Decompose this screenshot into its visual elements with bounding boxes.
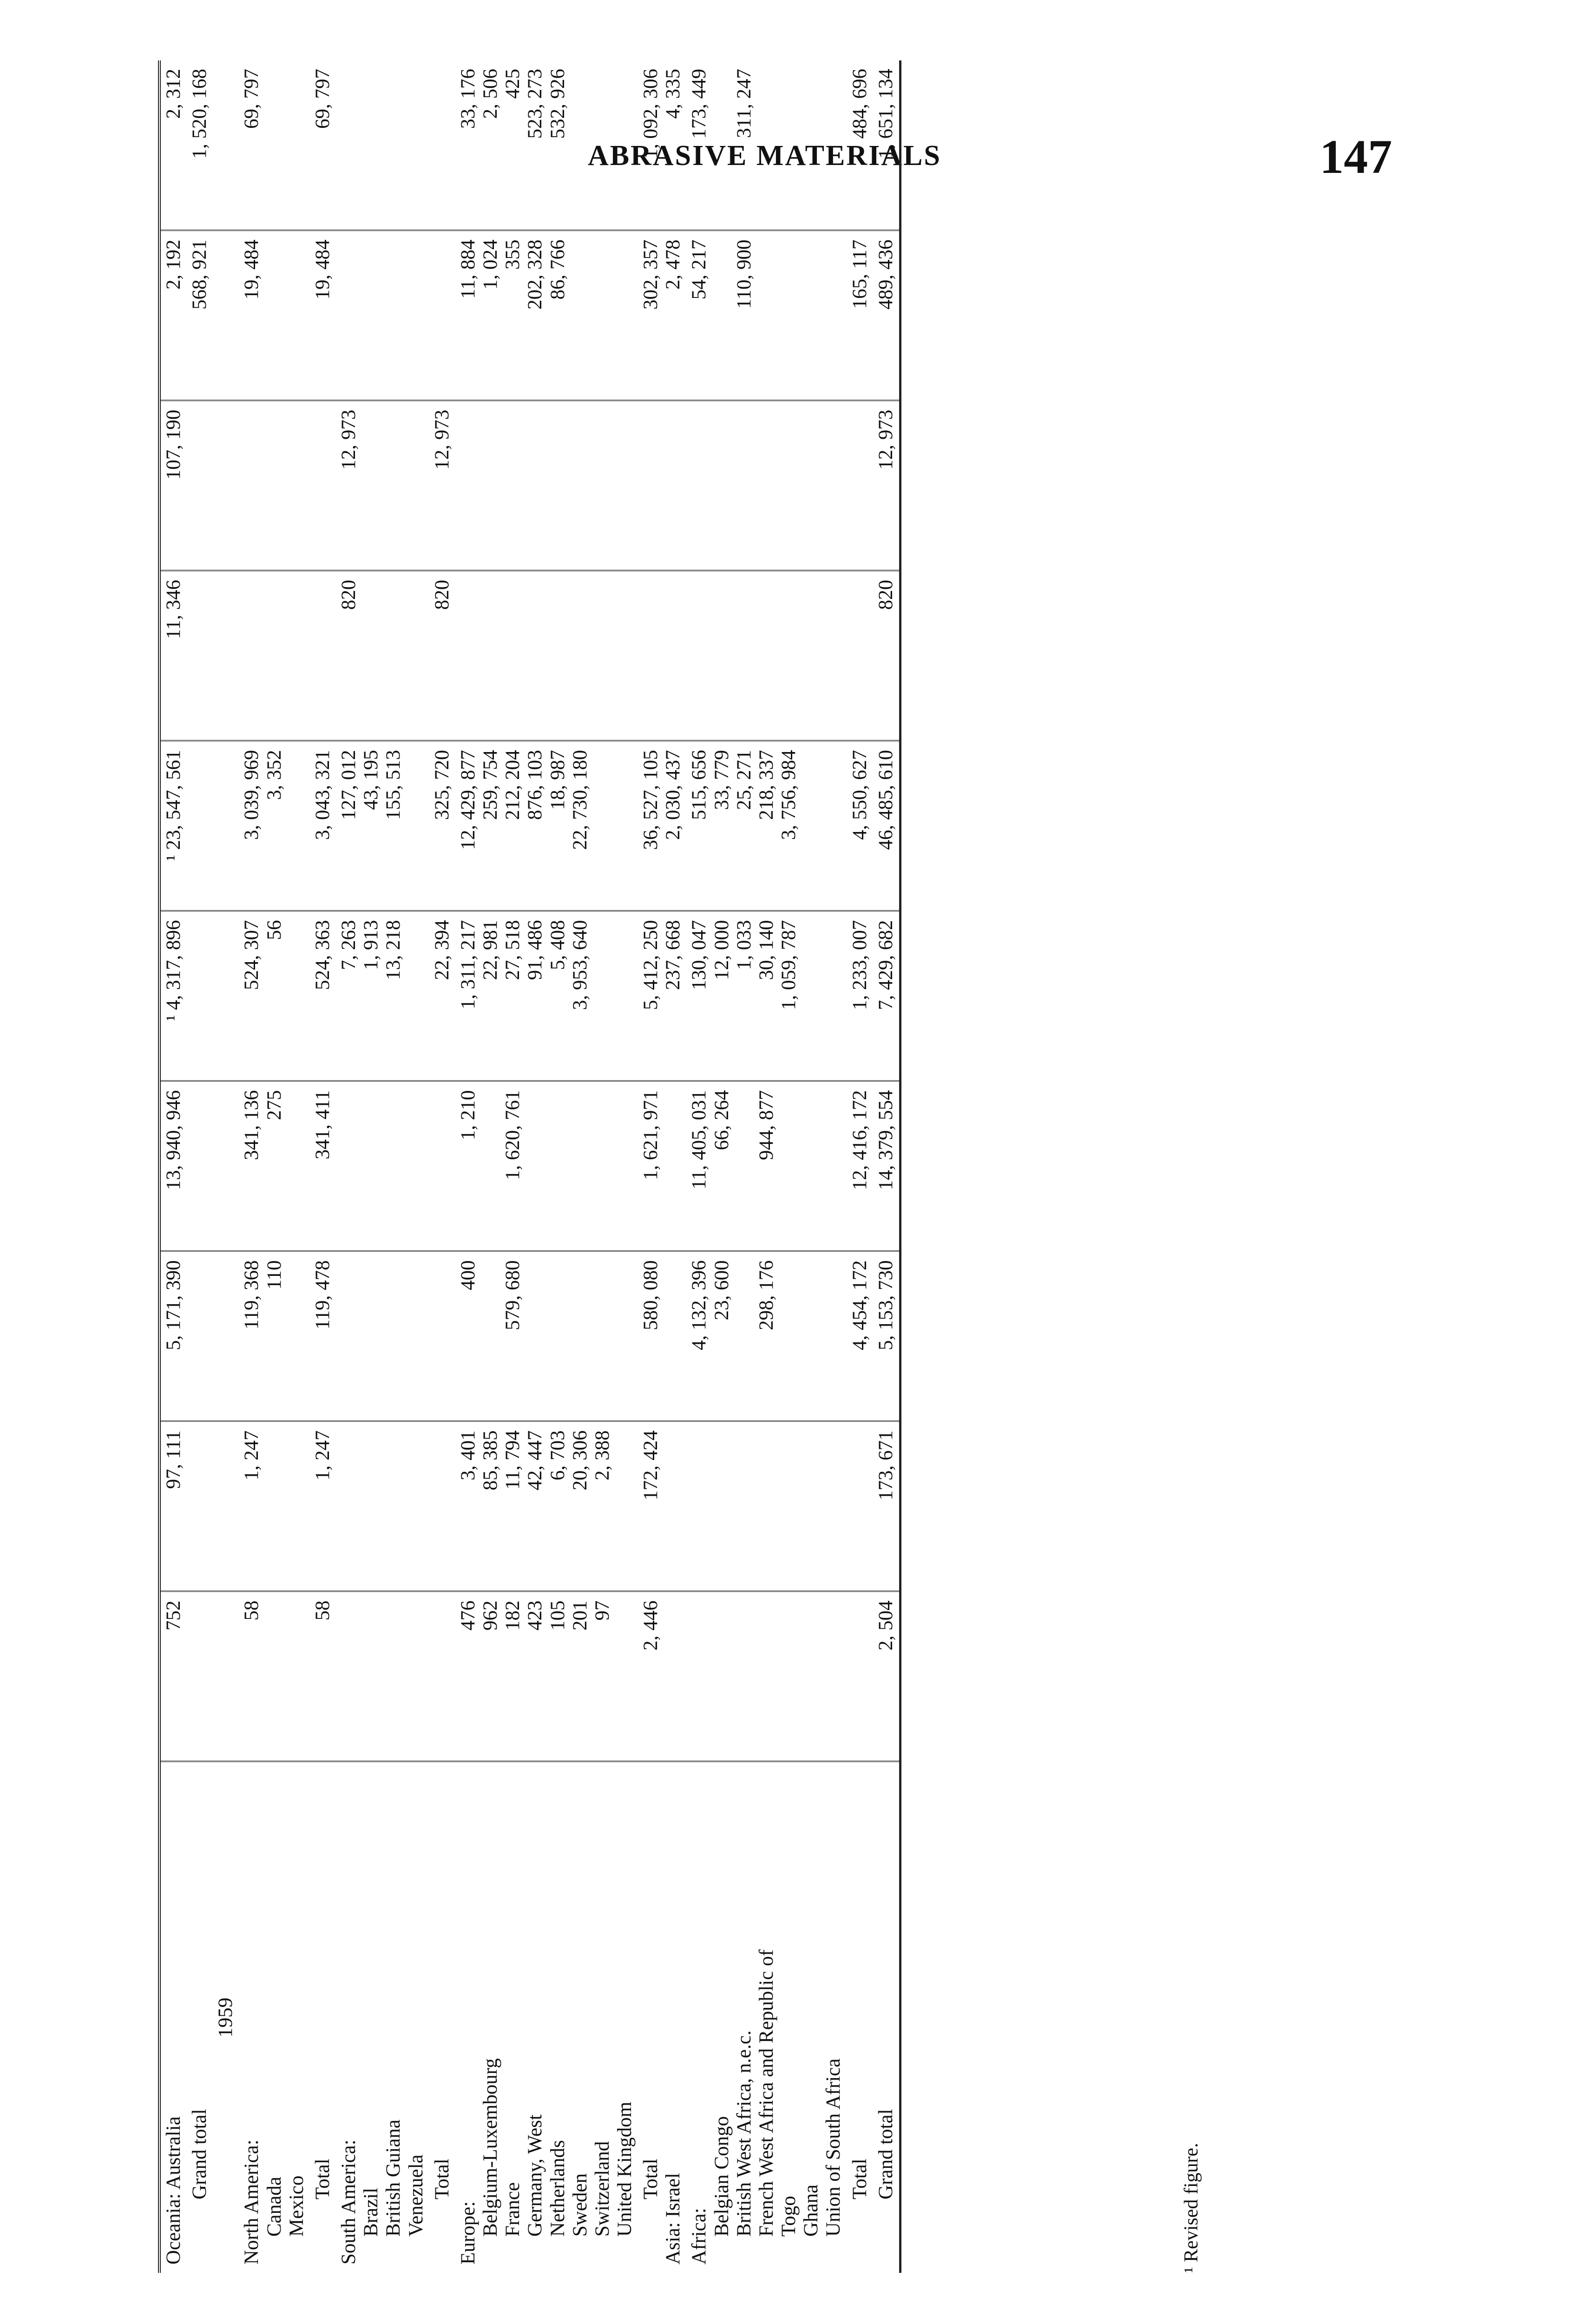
row-label-line: Total [848,2159,871,2199]
value-cell: 4, 550, 627 [847,741,873,911]
value-cell [310,401,336,571]
value-cell [847,401,873,571]
value-cell: 1, 247 [239,1421,309,1591]
value-cell: 515, 656 33, 779 25, 271 218, 337 3, 756, 984 [686,741,847,911]
table-row [213,60,239,2273]
row-label-line: Togo [778,2196,800,2237]
row-label-line: Total [431,2159,453,2199]
value-cell: 107, 190 [159,401,187,571]
footnote: ¹ Revised figure. [1181,2143,1202,2273]
value-cell: 1, 247 [310,1421,336,1591]
value-cell: 1, 621, 971 [638,1081,686,1251]
value-cell: 568, 921 [187,231,213,401]
value-cell: 524, 363 [310,911,336,1081]
value-cell: 5, 153, 730 [873,1251,901,1421]
table-row [873,60,901,2273]
value-cell [213,60,239,231]
value-cell: 12, 416, 172 [847,1081,873,1251]
value-cell [638,571,686,741]
row-label-line: Total [311,2159,334,2199]
value-cell: 341, 136 275 [239,1081,309,1251]
value-cell: 400 579, 680 [455,1251,638,1421]
row-label [336,1762,429,2273]
row-label-line: Netherlands [546,2140,569,2237]
value-cell [213,911,239,1081]
value-cell [455,401,638,571]
value-cell: 341, 411 [310,1081,336,1251]
value-cell: 130, 047 12, 000 1, 033 30, 140 1, 059, 787 [686,911,847,1081]
value-cell [187,1251,213,1421]
value-cell: 3, 043, 321 [310,741,336,911]
value-cell [638,401,686,571]
row-label [159,1762,187,2273]
row-label [847,1762,873,2273]
value-cell: 7, 429, 682 [873,911,901,1081]
value-cell [187,1591,213,1762]
abrasive-materials-table [158,60,901,2273]
value-cell: 173, 671 [873,1421,901,1591]
table-row [847,60,873,2273]
value-cell [213,401,239,571]
table-row [239,60,309,2273]
value-cell [429,1421,455,1591]
value-cell [429,1591,455,1762]
row-label-line: Mexico [285,2175,308,2237]
value-cell: 58 [239,1591,309,1762]
table-row [187,60,213,2273]
value-cell: 173, 449 311, 247 [686,60,847,231]
row-label-line: Asia: Israel [662,2172,684,2265]
value-cell: 13, 940, 946 [159,1081,187,1251]
row-label-line: Total [640,2159,662,2199]
value-cell: 476 962 182 423 105 201 97 [455,1591,638,1762]
value-cell: 2, 446 [638,1591,686,1762]
value-cell: 2, 192 [159,231,187,401]
value-cell: 489, 436 [873,231,901,401]
value-cell [686,571,847,741]
value-cell: 524, 307 56 [239,911,309,1081]
value-cell: 119, 478 [310,1251,336,1421]
row-label [638,1762,686,2273]
value-cell [429,1251,455,1421]
value-cell [213,1421,239,1591]
row-label-line: Ghana [800,2184,822,2237]
value-cell [213,231,239,401]
value-cell: 1, 520, 168 [187,60,213,231]
value-cell [310,571,336,741]
row-label-line: Belgium-Luxembourg [480,2058,502,2237]
table-body [159,60,900,2273]
value-cell [336,1251,429,1421]
value-cell: 5, 412, 250 237, 668 [638,911,686,1081]
row-label [187,1762,213,2273]
value-cell: 2, 312 [159,60,187,231]
value-cell: 1, 651, 134 [873,60,901,231]
value-cell: 4, 132, 396 23, 600 298, 176 [686,1251,847,1421]
value-cell: 5, 171, 390 [159,1251,187,1421]
value-cell [686,1591,847,1762]
row-label-line: Africa: [688,2208,710,2265]
value-cell [213,1081,239,1251]
value-cell: 7, 263 1, 913 13, 218 [336,911,429,1081]
row-label-line: Belgian Congo [710,2116,733,2237]
value-cell: 33, 176 2, 506 425 523, 273 532, 926 [455,60,638,231]
value-cell [847,1421,873,1591]
row-label [429,1762,455,2273]
running-title: ABRASIVE MATERIALS [588,140,941,172]
row-label-line: North America: [241,2139,263,2265]
value-cell [213,1251,239,1421]
value-cell: 4, 454, 172 [847,1251,873,1421]
value-cell [336,60,429,231]
value-cell [336,1591,429,1762]
value-cell: 19, 484 [310,231,336,401]
table-row [310,60,336,2273]
value-cell [429,1081,455,1251]
value-cell [429,60,455,231]
value-cell: 820 [336,571,429,741]
value-cell: 119, 368 110 [239,1251,309,1421]
table-row [455,60,638,2273]
row-label-line: United Kingdom [613,2101,636,2237]
row-label-line: Germany, West [524,2114,546,2237]
row-label-line: Grand total [189,2109,211,2199]
value-cell: ¹ 4, 317, 896 [159,911,187,1081]
row-label-line: British Guiana [382,2119,405,2237]
value-cell: 19, 484 [239,231,309,401]
value-cell: 58 [310,1591,336,1762]
table-row [686,60,847,2273]
value-cell [686,1421,847,1591]
value-cell: 69, 797 [239,60,309,231]
value-cell [213,571,239,741]
value-cell [455,571,638,741]
value-cell: 1, 210 1, 620, 761 [455,1081,638,1251]
value-cell: 12, 973 [429,401,455,571]
value-cell: 46, 485, 610 [873,741,901,911]
value-cell: 302, 357 2, 478 [638,231,686,401]
row-label-line: South America: [338,2139,360,2265]
value-cell: 69, 797 [310,60,336,231]
value-cell [213,741,239,911]
value-cell: 165, 117 [847,231,873,401]
row-label-line: Venezuela [405,2154,427,2237]
page-number: 147 [1320,130,1392,184]
value-cell: ¹ 23, 547, 561 [159,741,187,911]
value-cell [187,911,213,1081]
value-cell: 820 [429,571,455,741]
value-cell: 580, 080 [638,1251,686,1421]
value-cell: 14, 379, 554 [873,1081,901,1251]
value-cell: 1, 092, 306 4, 335 [638,60,686,231]
row-label [873,1762,901,2273]
value-cell: 54, 217 110, 900 [686,231,847,401]
table-row [336,60,429,2273]
row-label [239,1762,309,2273]
row-label [213,1762,239,2273]
row-label [455,1762,638,2273]
row-label-line: Brazil [360,2187,382,2237]
row-label [686,1762,847,2273]
row-label-line: Switzerland [591,2141,613,2237]
value-cell [336,1081,429,1251]
row-label-line: 1959 [215,1997,237,2038]
value-cell [429,231,455,401]
value-cell [847,1591,873,1762]
value-cell [336,231,429,401]
value-cell [239,401,309,571]
value-cell: 11, 346 [159,571,187,741]
row-label-line: Canada [263,2177,285,2237]
value-cell: 12, 973 [873,401,901,571]
value-cell: 3, 039, 969 3, 352 [239,741,309,911]
value-cell: 1, 311, 217 22, 981 27, 518 91, 486 5, 408 3, 953, 640 [455,911,638,1081]
value-cell: 97, 111 [159,1421,187,1591]
value-cell [187,401,213,571]
row-label [310,1762,336,2273]
value-cell: 3, 401 85, 385 11, 794 42, 447 6, 703 20, 306 2, 388 [455,1421,638,1591]
value-cell [213,1591,239,1762]
row-label-line: France [502,2182,524,2237]
row-label-line: Oceania: Australia [163,2116,184,2265]
row-label-line: Grand total [874,2109,897,2199]
value-cell: 11, 405, 031 66, 264 944, 877 [686,1081,847,1251]
value-cell: 1, 233, 007 [847,911,873,1081]
value-cell: 11, 884 1, 024 355 202, 328 86, 766 [455,231,638,401]
row-label-line: Europe: [457,2201,479,2265]
value-cell: 484, 696 [847,60,873,231]
value-cell: 752 [159,1591,187,1762]
value-cell [187,1421,213,1591]
value-cell [187,741,213,911]
value-cell: 127, 012 43, 195 155, 513 [336,741,429,911]
value-cell [239,571,309,741]
row-label-line: French West Africa and Republic of [755,1949,777,2237]
value-cell [187,1081,213,1251]
value-cell [847,571,873,741]
table-row [429,60,455,2273]
row-label-line: Sweden [569,2173,591,2237]
value-cell [686,401,847,571]
value-cell: 325, 720 [429,741,455,911]
table-row [159,60,187,2273]
value-cell: 36, 527, 105 2, 030, 437 [638,741,686,911]
value-cell [187,571,213,741]
value-cell: 2, 504 [873,1591,901,1762]
value-cell: 820 [873,571,901,741]
value-cell: 172, 424 [638,1421,686,1591]
row-label-line: British West Africa, n.e.c. [733,2030,755,2237]
table-row [638,60,686,2273]
value-cell [336,1421,429,1591]
row-label-line: Union of South Africa [822,2058,845,2237]
value-cell: 12, 973 [336,401,429,571]
value-cell: 22, 394 [429,911,455,1081]
value-cell: 12, 429, 877 259, 754 212, 204 876, 103 18, 987 22, 730, 180 [455,741,638,911]
